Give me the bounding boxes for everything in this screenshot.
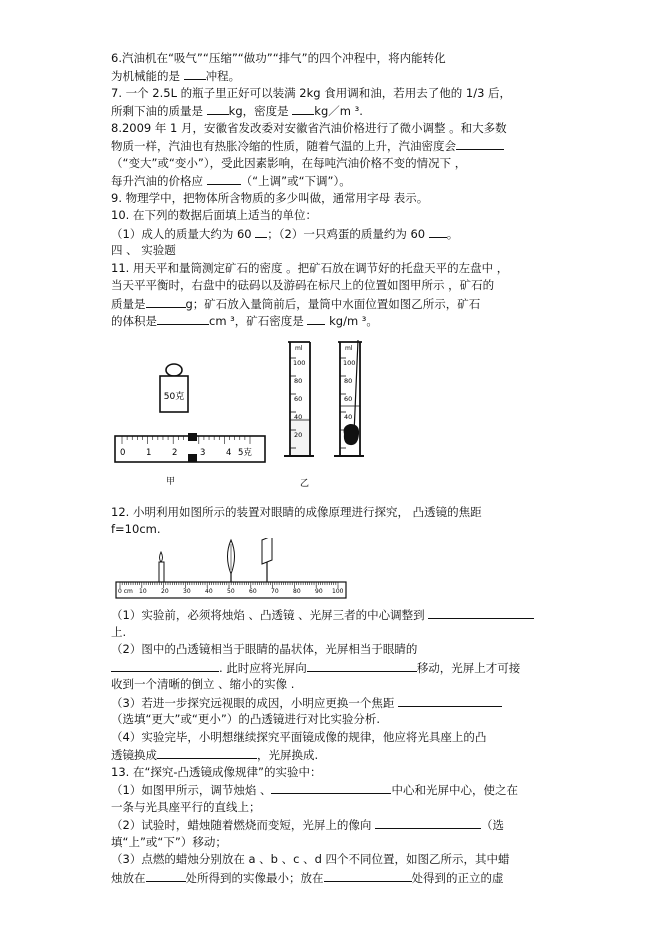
weight-50g (160, 364, 188, 412)
q13-s3-line-1: （3）点燃的蜡烛分别放在 a 、b 、c 、d 四个不同位置，如图乙所示，其中蜡 (111, 852, 510, 866)
cylinder-after (334, 340, 364, 456)
svg-text:20: 20 (294, 431, 303, 439)
weight-label: 50克 (163, 392, 185, 402)
q11-blank-2[interactable] (157, 313, 209, 325)
q12-blank-3[interactable] (307, 660, 417, 672)
q10-blank-1[interactable] (255, 226, 267, 238)
q12-s4-line-2: 透镜换成 ，光屏换成. (111, 748, 319, 762)
svg-text:90: 90 (315, 588, 323, 595)
q11-blank-3[interactable] (307, 313, 325, 325)
q13-blank-2[interactable] (375, 817, 481, 829)
svg-text:70: 70 (271, 588, 279, 595)
figure-balance (110, 360, 270, 490)
svg-text:80: 80 (293, 588, 301, 595)
q8-line-4: 每升汽油的价格应 （“上调”或“下调”）。 (111, 174, 351, 188)
svg-text:100: 100 (332, 588, 344, 595)
svg-text:50: 50 (227, 588, 235, 595)
q6-blank[interactable] (184, 68, 206, 80)
q12-s1-line-1: （1）实验前，必须将烛焰 、凸透镜 、光屏三者的中心调整到 (111, 607, 534, 622)
svg-text:0 cm: 0 cm (118, 588, 133, 595)
ruler-label-0: 0 (120, 448, 126, 458)
q13-line-1: 13. 在“探究-凸透镜成像规律”的实验中： (111, 765, 322, 779)
svg-text:40: 40 (294, 413, 303, 421)
q12-s4-line-1: （4）实验完毕，小明想继续探究平面镜成像的规律，他应将光具座上的凸 (111, 730, 487, 744)
figure-a-label: 甲 (166, 477, 176, 487)
q12-s1-line-2: 上. (111, 625, 127, 639)
q8-blank-2[interactable] (207, 173, 241, 185)
q7-line-2: 所剩下油的质量是 kg，密度是 kg／m ³. (111, 104, 363, 118)
q8-blank-1[interactable] (456, 138, 504, 150)
svg-text:80: 80 (344, 377, 353, 385)
figure-b-label: 乙 (300, 479, 310, 488)
q10-line-2: （1）成人的质量大约为 60 ；（2）一只鸡蛋的质量约为 60 。 (111, 227, 459, 241)
q12-line-2: f=10cm. (111, 522, 161, 536)
q12-s2-line-2: . 此时应将光屏向 移动，光屏上才可接 (111, 660, 520, 675)
q11-line-4: 的体积是 cm ³，矿石密度是 kg/m ³。 (111, 314, 378, 328)
q10-blank-2[interactable] (429, 226, 447, 238)
ruler-label-2: 2 (172, 448, 178, 458)
svg-text:80: 80 (294, 377, 303, 385)
rider-bottom (188, 454, 197, 462)
svg-text:20: 20 (161, 588, 169, 595)
ruler-label-3: 3 (200, 448, 206, 458)
q11-line-3: 质量是 g；矿石放入量筒前后，量筒中水面位置如图乙所示，矿石 (111, 297, 481, 311)
q13-s1-line-2: 一条与光具座平行的直线上； (111, 800, 261, 814)
svg-text:30: 30 (183, 588, 191, 595)
q12-s3-line-2: （选填“更大”或“更小”）的凸透镜进行对比实验分析. (111, 712, 380, 726)
q13-s1-line-1: （1）如图甲所示，调节烛焰 、 中心和光屏中心，使之在 (111, 783, 518, 797)
svg-text:60: 60 (344, 395, 353, 403)
section-heading: 四 、 实验题 (111, 243, 176, 257)
rider-top (188, 433, 197, 441)
svg-text:40: 40 (344, 413, 353, 421)
svg-text:60: 60 (294, 395, 303, 403)
thread (354, 340, 358, 434)
q13-s2-line-1: （2）试验时，蜡烛随着燃烧而变短，光屏上的像向 （选 (111, 818, 504, 832)
q12-blank-1[interactable] (428, 607, 534, 619)
q13-blank-3[interactable] (146, 870, 186, 882)
svg-text:60: 60 (249, 588, 257, 595)
q7-blank-1[interactable] (207, 103, 229, 115)
q10-line-1: 10. 在下列的数据后面填上适当的单位： (111, 208, 317, 222)
q13-blank-4[interactable] (324, 870, 412, 882)
q6-line-2: 为机械能的是 冲程。 (111, 69, 241, 83)
q12-blank-5[interactable] (157, 747, 257, 759)
svg-text:ml: ml (295, 345, 303, 352)
q13-blank-1[interactable] (271, 782, 391, 794)
q7-blank-2[interactable] (292, 103, 314, 115)
q11-line-2: 当天平平衡时，右盘中的砝码以及游码在标尺上的位置如图甲所示 ，矿石的 (111, 278, 495, 292)
q12-s2-line-1: （2）图中的凸透镜相当于眼睛的晶状体，光屏相当于眼睛的 (111, 642, 418, 656)
q8-line-3: （“变大”或“变小”），受此因素影响，在每吨汽油价格不变的情况下 ， (111, 156, 467, 170)
q7-line-1: 7. 一个 2.5L 的瓶子里正好可以装满 2kg 食用调和油，若用去了他的 1/3 后， (111, 86, 512, 100)
cylinder-before (284, 342, 314, 456)
q8-line-1: 8.2009 年 1 月，安徽省发改委对安徽省汽油价格进行了微小调整 。和大多数 (111, 121, 507, 135)
q12-s3-line-1: （3）若进一步探究远视眼的成因，小明应更换一个焦距 (111, 695, 502, 710)
q9-line-1: 9. 物理学中，把物体所含物质的多少叫做，通常用字母 表示。 (111, 191, 429, 205)
q12-line-1: 12. 小明利用如图所示的装置对眼睛的成像原理进行探究， 凸透镜的焦距 (111, 505, 482, 519)
figure-optical-bench (112, 538, 350, 602)
ruler-label-4: 4 (226, 448, 232, 458)
convex-lens (228, 540, 235, 582)
svg-text:100: 100 (293, 359, 306, 367)
q8-line-2: 物质一样，汽油也有热胀冷缩的性质，随着气温的上升，汽油密度会 (111, 138, 504, 153)
q13-s2-line-2: 填“上”或“下”）移动； (111, 835, 227, 849)
candle (159, 552, 164, 582)
ore-sample (344, 424, 359, 445)
q6-line-1: 6.汽油机在“吸气”“压缩”“做功”“排气”的四个冲程中，将内能转化 (111, 51, 446, 65)
svg-text:100: 100 (343, 359, 356, 367)
svg-text:40: 40 (205, 588, 213, 595)
q13-s3-line-2: 烛放在 处所得到的实像最小；放在 处得到的正立的虚 (111, 871, 504, 885)
ruler-label-1: 1 (146, 448, 152, 458)
q12-blank-4[interactable] (398, 695, 502, 707)
svg-text:10: 10 (139, 588, 147, 595)
figure-cylinders (280, 338, 380, 488)
q11-blank-1[interactable] (146, 296, 186, 308)
q11-line-1: 11. 用天平和量筒测定矿石的密度 。把矿石放在调节好的托盘天平的左盘中 ， (111, 261, 509, 275)
light-screen (262, 538, 272, 582)
q12-blank-2[interactable] (111, 660, 219, 672)
svg-text:ml: ml (345, 345, 353, 352)
q12-s2-line-3: 收到一个清晰的倒立 、缩小的实像 . (111, 677, 295, 691)
ruler-label-5: 5克 (238, 448, 252, 458)
